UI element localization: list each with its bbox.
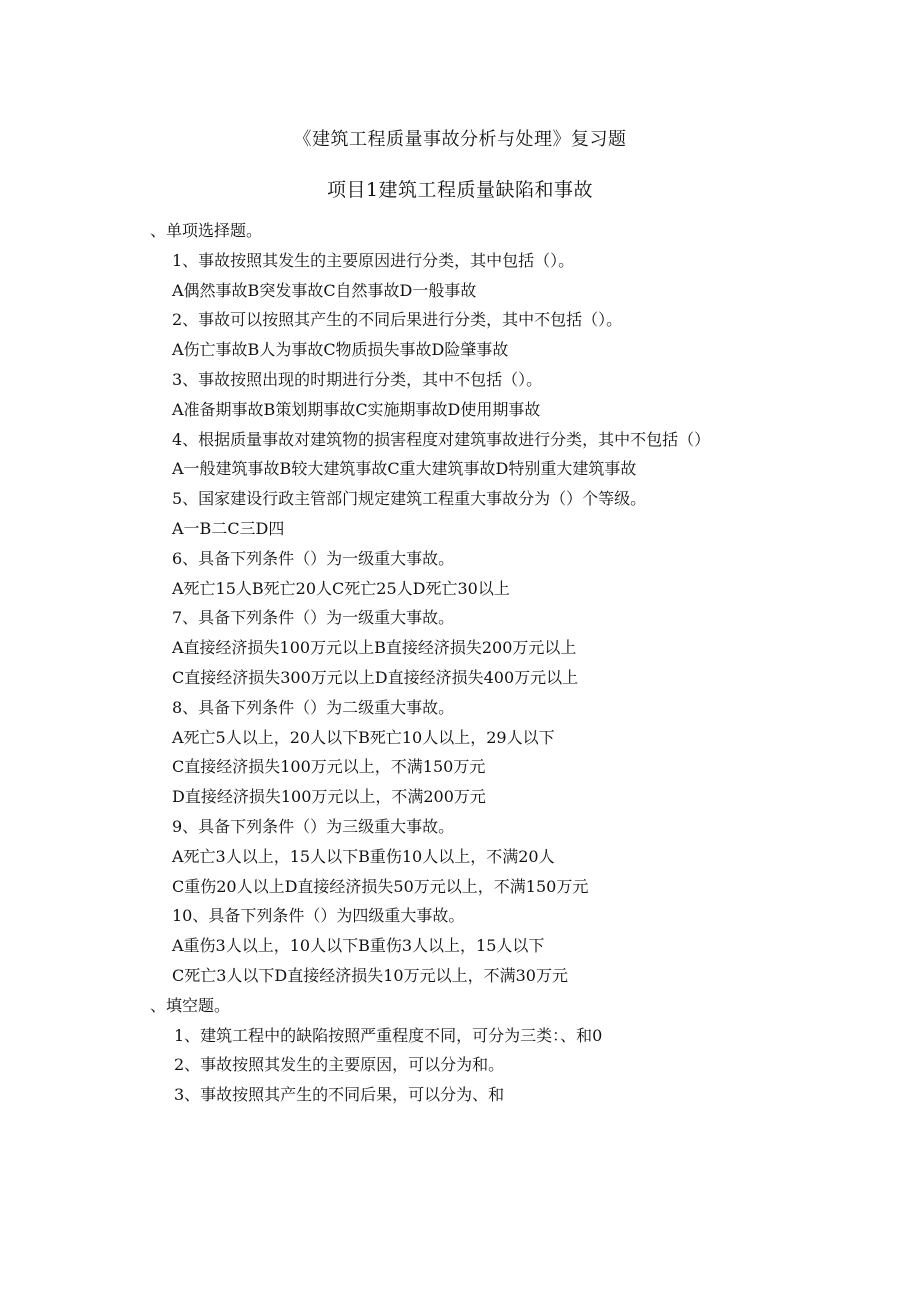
options-line: C死亡3人以下D直接经济损失10万元以上，不满30万元 bbox=[172, 966, 568, 985]
question-line: 5、国家建设行政主管部门规定建筑工程重大事故分为（）个等级。 bbox=[172, 489, 647, 508]
options-line: A伤亡事故B人为事故C物质损失事故D险肇事故 bbox=[172, 340, 509, 359]
options-line: A一B二C三D四 bbox=[172, 519, 285, 538]
question-line: 8、具备下列条件（）为二级重大事故。 bbox=[172, 698, 455, 717]
question-line: 2、事故可以按照其产生的不同后果进行分类，其中不包括（）。 bbox=[172, 310, 623, 329]
options-line: A准备期事故B策划期事故C实施期事故D使用期事故 bbox=[172, 400, 541, 419]
options-line: A直接经济损失100万元以上B直接经济损失200万元以上 bbox=[172, 638, 577, 657]
options-line: A死亡15人B死亡20人C死亡25人D死亡30以上 bbox=[172, 579, 510, 598]
section-heading: 、单项选择题。 bbox=[150, 221, 263, 240]
question-line: 7、具备下列条件（）为一级重大事故。 bbox=[172, 608, 455, 627]
question-line: 10、具备下列条件（）为四级重大事故。 bbox=[172, 906, 465, 925]
question-line: 6、具备下列条件（）为一级重大事故。 bbox=[172, 549, 455, 568]
options-line: C直接经济损失300万元以上D直接经济损失400万元以上 bbox=[172, 668, 579, 687]
options-line: C重伤20人以上D直接经济损失50万元以上，不满150万元 bbox=[172, 877, 589, 896]
fill-blank-question: 1、建筑工程中的缺陷按照严重程度不同，可分为三类：、和0 bbox=[174, 1026, 603, 1045]
document-title: 《建筑工程质量事故分析与处理》复习题 bbox=[293, 129, 627, 150]
options-line: A重伤3人以上，10人以下B重伤3人以上，15人以下 bbox=[172, 936, 545, 955]
options-line: A偶然事故B突发事故C自然事故D一般事故 bbox=[172, 281, 477, 300]
options-line: D直接经济损失100万元以上，不满200万元 bbox=[172, 787, 486, 806]
question-line: 4、根据质量事故对建筑物的损害程度对建筑事故进行分类，其中不包括（） bbox=[172, 430, 711, 449]
fill-blank-question: 3、事故按照其产生的不同后果，可以分为、和 bbox=[174, 1085, 505, 1104]
question-line: 9、具备下列条件（）为三级重大事故。 bbox=[172, 817, 455, 836]
section-heading: 、填空题。 bbox=[150, 996, 231, 1015]
options-line: A死亡5人以上，20人以下B死亡10人以上，29人以下 bbox=[172, 728, 555, 747]
options-line: A一般建筑事故B较大建筑事故C重大建筑事故D特别重大建筑事故 bbox=[172, 459, 637, 478]
question-line: 1、事故按照其发生的主要原因进行分类，其中包括（）。 bbox=[172, 251, 575, 270]
chapter-title: 项目1建筑工程质量缺陷和事故 bbox=[326, 179, 594, 201]
options-line: C直接经济损失100万元以上，不满150万元 bbox=[172, 757, 486, 776]
options-line: A死亡3人以上，15人以下B重伤10人以上，不满20人 bbox=[172, 847, 555, 866]
question-line: 3、事故按照出现的时期进行分类，其中不包括（）。 bbox=[172, 370, 543, 389]
fill-blank-question: 2、事故按照其发生的主要原因，可以分为和。 bbox=[174, 1055, 505, 1074]
